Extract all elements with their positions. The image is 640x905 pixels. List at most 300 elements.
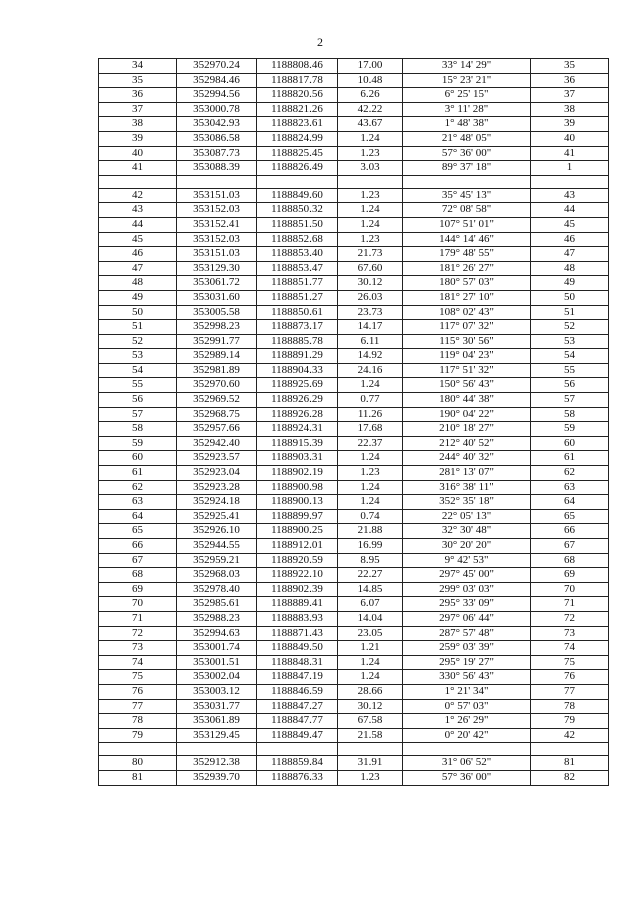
next-point-cell: 47 [531, 247, 609, 262]
next-point-cell: 40 [531, 131, 609, 146]
point-number-cell: 40 [99, 146, 177, 161]
x-coordinate-cell: 353005.58 [177, 305, 257, 320]
table-row [99, 756, 609, 771]
length-cell: 3.03 [338, 161, 403, 176]
length-cell: 67.60 [338, 261, 403, 276]
table-row [99, 524, 609, 539]
table-row [99, 232, 609, 247]
table-row [99, 770, 609, 785]
y-coordinate-cell: 1188926.29 [257, 393, 338, 408]
length-cell: 1.24 [338, 203, 403, 218]
y-coordinate-cell: 1188900.13 [257, 495, 338, 510]
table-row [99, 363, 609, 378]
next-point-cell: 71 [531, 597, 609, 612]
point-number-cell: 55 [99, 378, 177, 393]
x-coordinate-cell: 353042.93 [177, 117, 257, 132]
length-cell: 14.04 [338, 611, 403, 626]
y-coordinate-cell: 1188925.69 [257, 378, 338, 393]
next-point-cell: 41 [531, 146, 609, 161]
table-row [99, 422, 609, 437]
y-coordinate-cell: 1188902.19 [257, 466, 338, 481]
point-number-cell: 57 [99, 407, 177, 422]
point-number-cell: 38 [99, 117, 177, 132]
page-number: 2 [317, 35, 323, 49]
direction-angle-cell: 150° 56' 43" [403, 378, 531, 393]
table-row [99, 102, 609, 117]
x-coordinate-cell: 352970.24 [177, 59, 257, 74]
y-coordinate-cell: 1188847.27 [257, 699, 338, 714]
y-coordinate-cell: 1188900.98 [257, 480, 338, 495]
direction-angle-cell: 281° 13' 07" [403, 466, 531, 481]
direction-angle-cell: 1° 21' 34" [403, 684, 531, 699]
x-coordinate-cell: 352944.55 [177, 539, 257, 554]
point-number-cell: 41 [99, 161, 177, 176]
next-point-cell: 54 [531, 349, 609, 364]
x-coordinate-cell: 352923.57 [177, 451, 257, 466]
direction-angle-cell: 115° 30' 56" [403, 334, 531, 349]
table-row [99, 334, 609, 349]
x-coordinate-cell: 353088.39 [177, 161, 257, 176]
point-number-cell: 77 [99, 699, 177, 714]
length-cell: 28.66 [338, 684, 403, 699]
y-coordinate-cell: 1188920.59 [257, 553, 338, 568]
y-coordinate-cell: 1188853.40 [257, 247, 338, 262]
x-coordinate-cell: 353001.74 [177, 641, 257, 656]
table-row [99, 451, 609, 466]
empty-cell [531, 175, 609, 188]
y-coordinate-cell: 1188826.49 [257, 161, 338, 176]
length-cell: 14.85 [338, 582, 403, 597]
coordinates-table [98, 58, 609, 786]
point-number-cell: 67 [99, 553, 177, 568]
direction-angle-cell: 107° 51' 01" [403, 217, 531, 232]
y-coordinate-cell: 1188922.10 [257, 568, 338, 583]
next-point-cell: 76 [531, 670, 609, 685]
y-coordinate-cell: 1188849.50 [257, 641, 338, 656]
point-number-cell: 72 [99, 626, 177, 641]
direction-angle-cell: 330° 56' 43" [403, 670, 531, 685]
direction-angle-cell: 210° 18' 27" [403, 422, 531, 437]
y-coordinate-cell: 1188825.45 [257, 146, 338, 161]
table-row [99, 261, 609, 276]
table-row [99, 276, 609, 291]
point-number-cell: 60 [99, 451, 177, 466]
length-cell: 1.23 [338, 146, 403, 161]
length-cell: 22.27 [338, 568, 403, 583]
direction-angle-cell: 15° 23' 21" [403, 73, 531, 88]
x-coordinate-cell: 352926.10 [177, 524, 257, 539]
direction-angle-cell: 6° 25' 15" [403, 88, 531, 103]
next-point-cell: 69 [531, 568, 609, 583]
length-cell: 1.23 [338, 466, 403, 481]
point-number-cell: 49 [99, 290, 177, 305]
y-coordinate-cell: 1188847.77 [257, 714, 338, 729]
length-cell: 14.17 [338, 320, 403, 335]
point-number-cell: 47 [99, 261, 177, 276]
length-cell: 6.07 [338, 597, 403, 612]
point-number-cell: 53 [99, 349, 177, 364]
next-point-cell: 61 [531, 451, 609, 466]
empty-cell [99, 743, 177, 756]
next-point-cell: 56 [531, 378, 609, 393]
y-coordinate-cell: 1188891.29 [257, 349, 338, 364]
direction-angle-cell: 119° 04' 23" [403, 349, 531, 364]
y-coordinate-cell: 1188871.43 [257, 626, 338, 641]
direction-angle-cell: 30° 20' 20" [403, 539, 531, 554]
next-point-cell: 37 [531, 88, 609, 103]
table-row [99, 88, 609, 103]
next-point-cell: 79 [531, 714, 609, 729]
direction-angle-cell: 287° 57' 48" [403, 626, 531, 641]
direction-angle-cell: 244° 40' 32" [403, 451, 531, 466]
next-point-cell: 46 [531, 232, 609, 247]
next-point-cell: 39 [531, 117, 609, 132]
direction-angle-cell: 1° 26' 29" [403, 714, 531, 729]
next-point-cell: 78 [531, 699, 609, 714]
next-point-cell: 73 [531, 626, 609, 641]
direction-angle-cell: 117° 51' 32" [403, 363, 531, 378]
length-cell: 31.91 [338, 756, 403, 771]
point-number-cell: 34 [99, 59, 177, 74]
x-coordinate-cell: 353129.30 [177, 261, 257, 276]
point-number-cell: 44 [99, 217, 177, 232]
direction-angle-cell: 259° 03' 39" [403, 641, 531, 656]
next-point-cell: 58 [531, 407, 609, 422]
next-point-cell: 66 [531, 524, 609, 539]
x-coordinate-cell: 352988.23 [177, 611, 257, 626]
next-point-cell: 48 [531, 261, 609, 276]
length-cell: 21.73 [338, 247, 403, 262]
length-cell: 1.24 [338, 655, 403, 670]
y-coordinate-cell: 1188902.39 [257, 582, 338, 597]
y-coordinate-cell: 1188823.61 [257, 117, 338, 132]
empty-cell [338, 175, 403, 188]
direction-angle-cell: 212° 40' 52" [403, 436, 531, 451]
next-point-cell: 55 [531, 363, 609, 378]
x-coordinate-cell: 352994.63 [177, 626, 257, 641]
table-row [99, 320, 609, 335]
table-row [99, 146, 609, 161]
direction-angle-cell: 57° 36' 00" [403, 146, 531, 161]
direction-angle-cell: 0° 20' 42" [403, 728, 531, 743]
table-row [99, 495, 609, 510]
point-number-cell: 62 [99, 480, 177, 495]
point-number-cell: 79 [99, 728, 177, 743]
separator-row [99, 743, 609, 756]
length-cell: 0.74 [338, 509, 403, 524]
y-coordinate-cell: 1188847.19 [257, 670, 338, 685]
point-number-cell: 37 [99, 102, 177, 117]
empty-cell [531, 743, 609, 756]
x-coordinate-cell: 352924.18 [177, 495, 257, 510]
x-coordinate-cell: 352939.70 [177, 770, 257, 785]
point-number-cell: 59 [99, 436, 177, 451]
table-row [99, 466, 609, 481]
y-coordinate-cell: 1188876.33 [257, 770, 338, 785]
table-row [99, 407, 609, 422]
direction-angle-cell: 180° 44' 38" [403, 393, 531, 408]
length-cell: 23.73 [338, 305, 403, 320]
y-coordinate-cell: 1188817.78 [257, 73, 338, 88]
y-coordinate-cell: 1188851.50 [257, 217, 338, 232]
length-cell: 26.03 [338, 290, 403, 305]
x-coordinate-cell: 352998.23 [177, 320, 257, 335]
y-coordinate-cell: 1188924.31 [257, 422, 338, 437]
direction-angle-cell: 295° 19' 27" [403, 655, 531, 670]
table-row [99, 611, 609, 626]
length-cell: 14.92 [338, 349, 403, 364]
direction-angle-cell: 117° 07' 32" [403, 320, 531, 335]
x-coordinate-cell: 353151.03 [177, 247, 257, 262]
x-coordinate-cell: 353086.58 [177, 131, 257, 146]
length-cell: 21.88 [338, 524, 403, 539]
y-coordinate-cell: 1188859.84 [257, 756, 338, 771]
empty-cell [338, 743, 403, 756]
direction-angle-cell: 33° 14' 29" [403, 59, 531, 74]
length-cell: 11.26 [338, 407, 403, 422]
direction-angle-cell: 297° 45' 00" [403, 568, 531, 583]
next-point-cell: 43 [531, 188, 609, 203]
length-cell: 1.24 [338, 451, 403, 466]
table-row [99, 655, 609, 670]
x-coordinate-cell: 353000.78 [177, 102, 257, 117]
table-row [99, 59, 609, 74]
coordinates-table-body [99, 59, 609, 786]
length-cell: 1.24 [338, 495, 403, 510]
direction-angle-cell: 22° 05' 13" [403, 509, 531, 524]
table-row [99, 641, 609, 656]
point-number-cell: 70 [99, 597, 177, 612]
x-coordinate-cell: 352925.41 [177, 509, 257, 524]
table-row [99, 247, 609, 262]
table-row [99, 73, 609, 88]
table-row [99, 188, 609, 203]
direction-angle-cell: 57° 36' 00" [403, 770, 531, 785]
next-point-cell: 51 [531, 305, 609, 320]
y-coordinate-cell: 1188821.26 [257, 102, 338, 117]
table-row [99, 305, 609, 320]
point-number-cell: 42 [99, 188, 177, 203]
direction-angle-cell: 1° 48' 38" [403, 117, 531, 132]
y-coordinate-cell: 1188849.60 [257, 188, 338, 203]
table-row [99, 203, 609, 218]
length-cell: 0.77 [338, 393, 403, 408]
next-point-cell: 75 [531, 655, 609, 670]
point-number-cell: 65 [99, 524, 177, 539]
x-coordinate-cell: 352923.04 [177, 466, 257, 481]
y-coordinate-cell: 1188848.31 [257, 655, 338, 670]
table-row [99, 217, 609, 232]
y-coordinate-cell: 1188849.47 [257, 728, 338, 743]
y-coordinate-cell: 1188851.77 [257, 276, 338, 291]
x-coordinate-cell: 352968.75 [177, 407, 257, 422]
direction-angle-cell: 295° 33' 09" [403, 597, 531, 612]
point-number-cell: 80 [99, 756, 177, 771]
next-point-cell: 81 [531, 756, 609, 771]
point-number-cell: 54 [99, 363, 177, 378]
point-number-cell: 68 [99, 568, 177, 583]
y-coordinate-cell: 1188912.01 [257, 539, 338, 554]
next-point-cell: 53 [531, 334, 609, 349]
y-coordinate-cell: 1188846.59 [257, 684, 338, 699]
length-cell: 1.23 [338, 188, 403, 203]
point-number-cell: 45 [99, 232, 177, 247]
next-point-cell: 77 [531, 684, 609, 699]
direction-angle-cell: 89° 37' 18" [403, 161, 531, 176]
length-cell: 1.24 [338, 670, 403, 685]
length-cell: 17.68 [338, 422, 403, 437]
x-coordinate-cell: 352989.14 [177, 349, 257, 364]
direction-angle-cell: 21° 48' 05" [403, 131, 531, 146]
point-number-cell: 74 [99, 655, 177, 670]
table-row [99, 131, 609, 146]
length-cell: 10.48 [338, 73, 403, 88]
table-row [99, 699, 609, 714]
next-point-cell: 74 [531, 641, 609, 656]
direction-angle-cell: 181° 27' 10" [403, 290, 531, 305]
next-point-cell: 60 [531, 436, 609, 451]
x-coordinate-cell: 353152.03 [177, 232, 257, 247]
point-number-cell: 52 [99, 334, 177, 349]
next-point-cell: 70 [531, 582, 609, 597]
next-point-cell: 67 [531, 539, 609, 554]
table-row [99, 626, 609, 641]
point-number-cell: 81 [99, 770, 177, 785]
y-coordinate-cell: 1188824.99 [257, 131, 338, 146]
x-coordinate-cell: 353031.77 [177, 699, 257, 714]
x-coordinate-cell: 353002.04 [177, 670, 257, 685]
table-row [99, 378, 609, 393]
length-cell: 1.24 [338, 217, 403, 232]
empty-cell [403, 175, 531, 188]
y-coordinate-cell: 1188904.33 [257, 363, 338, 378]
x-coordinate-cell: 352968.03 [177, 568, 257, 583]
direction-angle-cell: 108° 02' 43" [403, 305, 531, 320]
length-cell: 1.24 [338, 480, 403, 495]
length-cell: 1.23 [338, 770, 403, 785]
direction-angle-cell: 3° 11' 28" [403, 102, 531, 117]
table-row [99, 393, 609, 408]
length-cell: 1.24 [338, 131, 403, 146]
next-point-cell: 65 [531, 509, 609, 524]
length-cell: 24.16 [338, 363, 403, 378]
next-point-cell: 52 [531, 320, 609, 335]
direction-angle-cell: 0° 57' 03" [403, 699, 531, 714]
length-cell: 1.23 [338, 232, 403, 247]
x-coordinate-cell: 353061.89 [177, 714, 257, 729]
y-coordinate-cell: 1188873.17 [257, 320, 338, 335]
y-coordinate-cell: 1188852.68 [257, 232, 338, 247]
empty-cell [177, 743, 257, 756]
next-point-cell: 62 [531, 466, 609, 481]
length-cell: 42.22 [338, 102, 403, 117]
x-coordinate-cell: 352969.52 [177, 393, 257, 408]
y-coordinate-cell: 1188885.78 [257, 334, 338, 349]
next-point-cell: 38 [531, 102, 609, 117]
x-coordinate-cell: 352985.61 [177, 597, 257, 612]
point-number-cell: 63 [99, 495, 177, 510]
x-coordinate-cell: 352912.38 [177, 756, 257, 771]
direction-angle-cell: 190° 04' 22" [403, 407, 531, 422]
direction-angle-cell: 180° 57' 03" [403, 276, 531, 291]
y-coordinate-cell: 1188899.97 [257, 509, 338, 524]
length-cell: 16.99 [338, 539, 403, 554]
x-coordinate-cell: 352959.21 [177, 553, 257, 568]
empty-cell [257, 743, 338, 756]
y-coordinate-cell: 1188850.61 [257, 305, 338, 320]
x-coordinate-cell: 352978.40 [177, 582, 257, 597]
x-coordinate-cell: 353152.03 [177, 203, 257, 218]
length-cell: 30.12 [338, 276, 403, 291]
table-row [99, 582, 609, 597]
direction-angle-cell: 352° 35' 18" [403, 495, 531, 510]
next-point-cell: 45 [531, 217, 609, 232]
length-cell: 8.95 [338, 553, 403, 568]
next-point-cell: 49 [531, 276, 609, 291]
table-row [99, 349, 609, 364]
y-coordinate-cell: 1188820.56 [257, 88, 338, 103]
table-row [99, 509, 609, 524]
point-number-cell: 35 [99, 73, 177, 88]
direction-angle-cell: 31° 06' 52" [403, 756, 531, 771]
length-cell: 23.05 [338, 626, 403, 641]
x-coordinate-cell: 352984.46 [177, 73, 257, 88]
direction-angle-cell: 316° 38' 11" [403, 480, 531, 495]
next-point-cell: 59 [531, 422, 609, 437]
next-point-cell: 44 [531, 203, 609, 218]
next-point-cell: 1 [531, 161, 609, 176]
next-point-cell: 57 [531, 393, 609, 408]
point-number-cell: 71 [99, 611, 177, 626]
x-coordinate-cell: 353001.51 [177, 655, 257, 670]
table-row [99, 290, 609, 305]
point-number-cell: 46 [99, 247, 177, 262]
direction-angle-cell: 9° 42' 53" [403, 553, 531, 568]
length-cell: 22.37 [338, 436, 403, 451]
y-coordinate-cell: 1188900.25 [257, 524, 338, 539]
y-coordinate-cell: 1188926.28 [257, 407, 338, 422]
length-cell: 21.58 [338, 728, 403, 743]
point-number-cell: 69 [99, 582, 177, 597]
y-coordinate-cell: 1188889.41 [257, 597, 338, 612]
next-point-cell: 36 [531, 73, 609, 88]
next-point-cell: 35 [531, 59, 609, 74]
next-point-cell: 63 [531, 480, 609, 495]
point-number-cell: 56 [99, 393, 177, 408]
y-coordinate-cell: 1188808.46 [257, 59, 338, 74]
length-cell: 67.58 [338, 714, 403, 729]
table-row [99, 597, 609, 612]
x-coordinate-cell: 352991.77 [177, 334, 257, 349]
x-coordinate-cell: 352981.89 [177, 363, 257, 378]
point-number-cell: 36 [99, 88, 177, 103]
x-coordinate-cell: 352994.56 [177, 88, 257, 103]
direction-angle-cell: 144° 14' 46" [403, 232, 531, 247]
separator-row [99, 175, 609, 188]
x-coordinate-cell: 352970.60 [177, 378, 257, 393]
table-row [99, 568, 609, 583]
next-point-cell: 82 [531, 770, 609, 785]
x-coordinate-cell: 353152.41 [177, 217, 257, 232]
x-coordinate-cell: 353003.12 [177, 684, 257, 699]
y-coordinate-cell: 1188850.32 [257, 203, 338, 218]
length-cell: 17.00 [338, 59, 403, 74]
x-coordinate-cell: 352957.66 [177, 422, 257, 437]
direction-angle-cell: 297° 06' 44" [403, 611, 531, 626]
length-cell: 30.12 [338, 699, 403, 714]
direction-angle-cell: 181° 26' 27" [403, 261, 531, 276]
length-cell: 1.24 [338, 378, 403, 393]
